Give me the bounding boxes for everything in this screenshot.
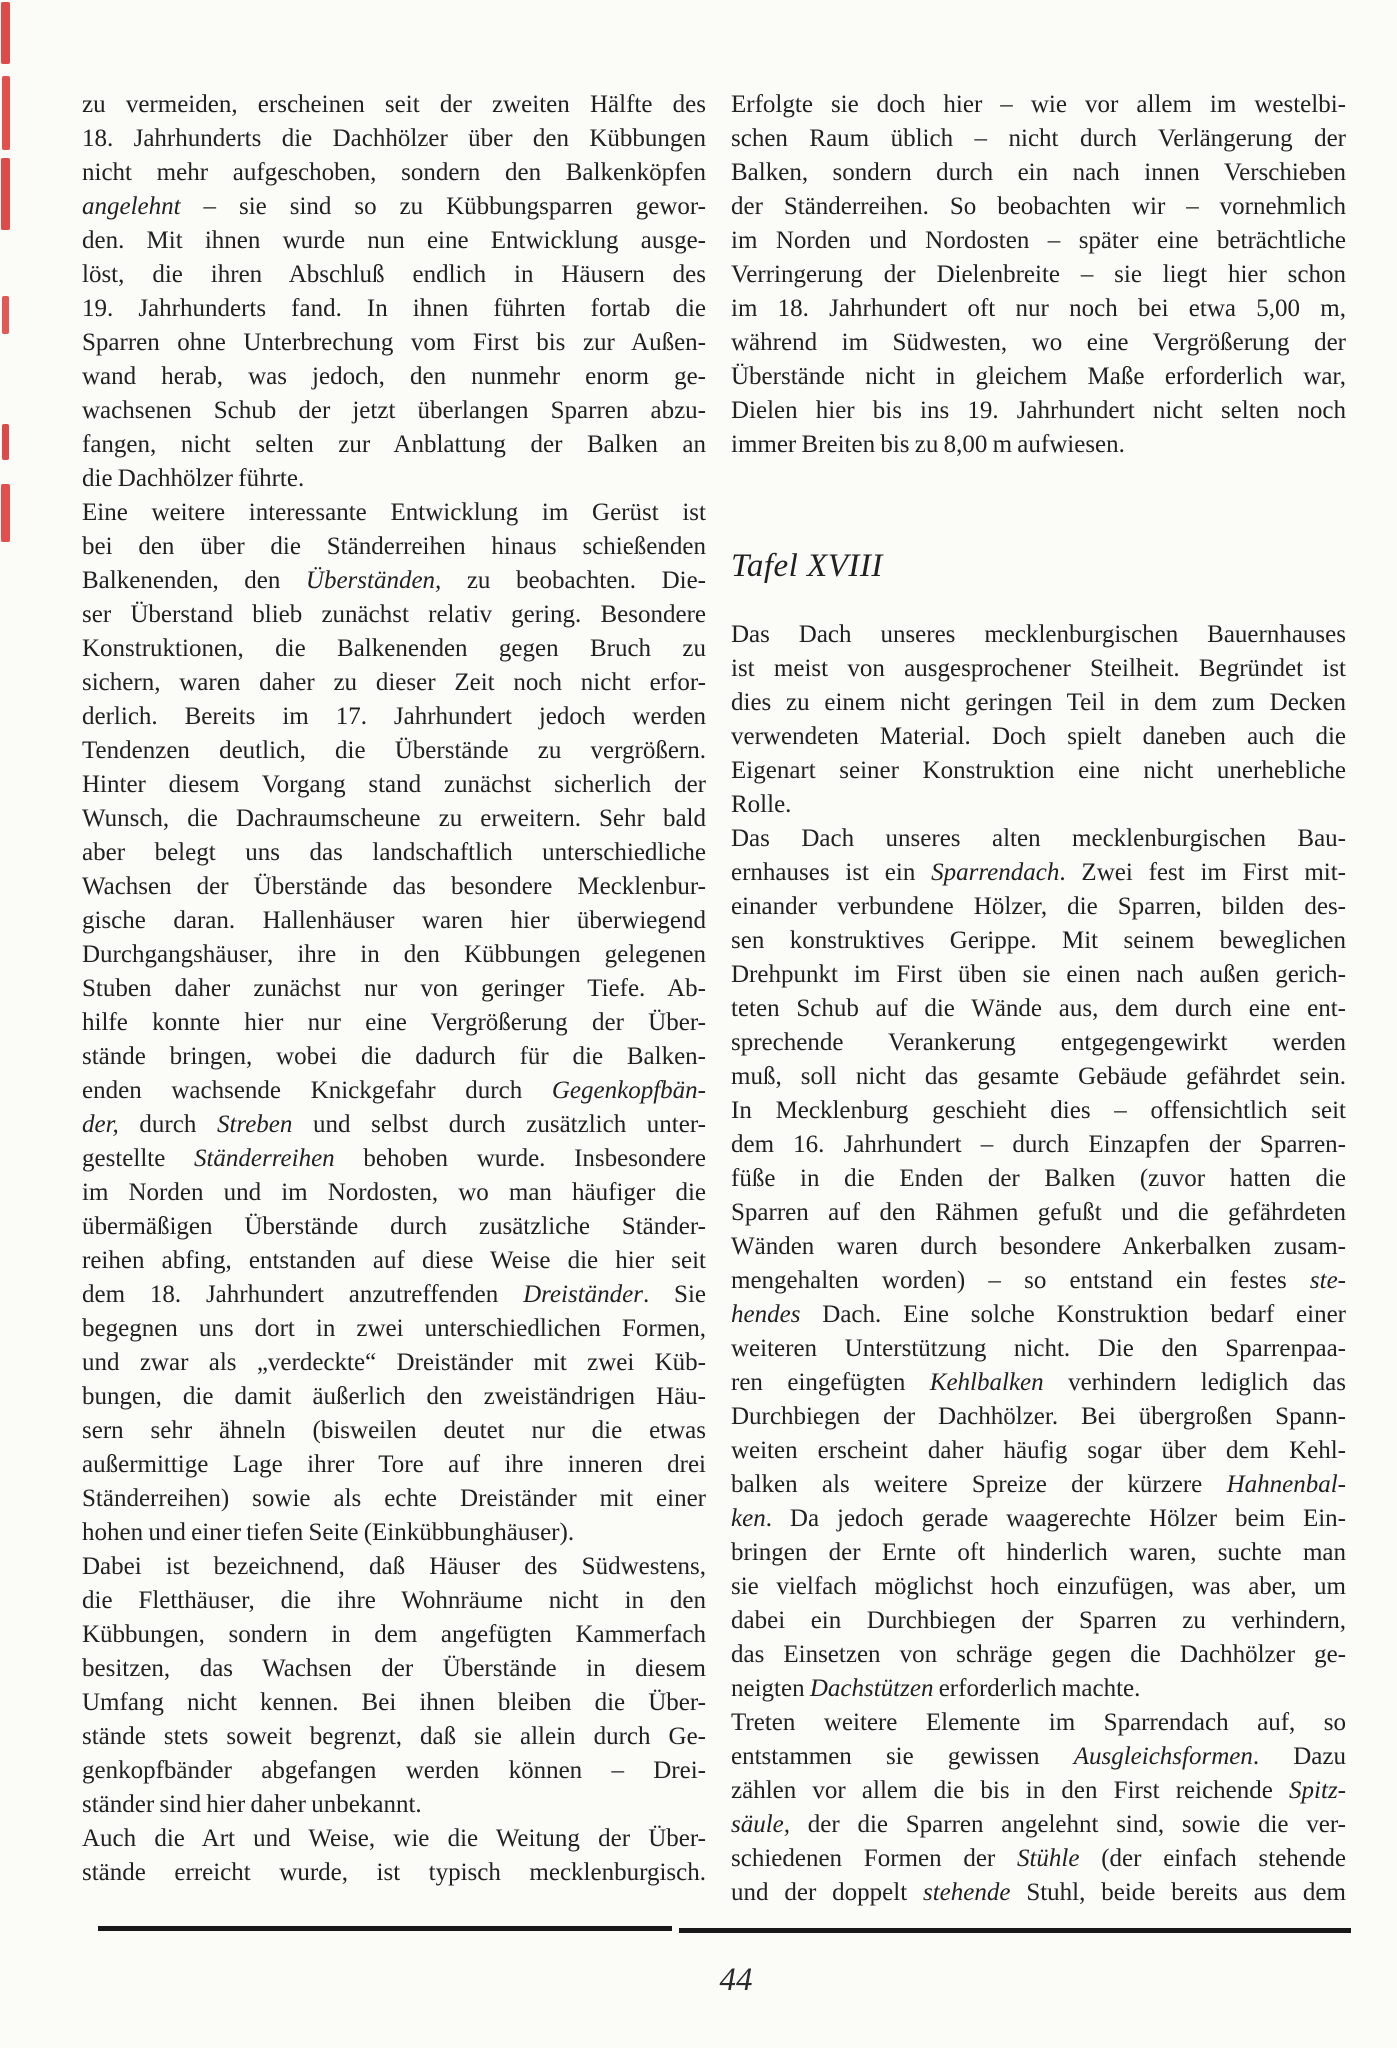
text-segment: . Zwei fest im First mit- bbox=[1059, 859, 1346, 886]
text-line bbox=[731, 1400, 1346, 1434]
text-segment: In Mecklenburg geschieht dies – offensichtlich seit bbox=[731, 1097, 1346, 1124]
text-line bbox=[82, 428, 706, 462]
text-segment: hohen und einer tiefen Seite (Einkübbunghäuser). bbox=[82, 1519, 575, 1546]
text-segment: genkopfbänder abgefangen werden können – Drei- bbox=[82, 1757, 706, 1784]
text-line bbox=[731, 1842, 1346, 1876]
text-segment: wand herab, was jedoch, den nunmehr enorm ge- bbox=[82, 363, 706, 390]
text-line bbox=[82, 1686, 706, 1720]
footer-rule-right bbox=[679, 1928, 1351, 1933]
text-line bbox=[731, 326, 1346, 360]
text-segment: im Norden und im Nordosten, wo man häufiger die bbox=[82, 1179, 706, 1206]
text-segment: die Dachhölzer führte. bbox=[82, 465, 305, 492]
text-segment: Stuben daher zunächst nur von geringer Tiefe. Ab- bbox=[82, 975, 706, 1002]
text-segment: Sparren auf den Rähmen gefußt und die gefährdeten bbox=[731, 1199, 1346, 1226]
text-line bbox=[731, 1366, 1346, 1400]
text-line bbox=[82, 1210, 706, 1244]
text-segment: Tendenzen deutlich, die Überstände zu vergrößern. bbox=[82, 737, 706, 764]
text-line bbox=[82, 972, 706, 1006]
text-segment: aber belegt uns das landschaftlich unterschiedliche bbox=[82, 839, 706, 866]
text-line bbox=[82, 564, 706, 598]
text-segment: Hinter diesem Vorgang stand zunächst sicherlich der bbox=[82, 771, 706, 798]
text-line bbox=[731, 190, 1346, 224]
italic-term: Hahnenbal- bbox=[1226, 1471, 1346, 1498]
text-line bbox=[731, 822, 1346, 856]
text-segment: löst, die ihren Abschluß endlich in Häusern des bbox=[82, 261, 706, 288]
text-line bbox=[82, 870, 706, 904]
text-segment: dies zu einem nicht geringen Teil in dem zum Decken bbox=[731, 689, 1346, 716]
text-segment: dabei ein Durchbiegen der Sparren zu verhindern, bbox=[731, 1607, 1346, 1634]
text-segment: teten Schub auf die Wände aus, dem durch eine ent- bbox=[731, 995, 1346, 1022]
text-line bbox=[82, 156, 706, 190]
text-segment: stände bringen, wobei die dadurch für die Balken- bbox=[82, 1043, 706, 1070]
text-line bbox=[731, 1264, 1346, 1298]
text-segment: enden wachsende Knickgefahr durch bbox=[82, 1077, 552, 1104]
text-segment: durch bbox=[118, 1111, 217, 1138]
text-line bbox=[82, 1006, 706, 1040]
text-line bbox=[82, 496, 706, 530]
text-line bbox=[731, 924, 1346, 958]
text-segment: ist meist von ausgesprochener Steilheit. Begründet ist bbox=[731, 655, 1346, 682]
red-edge-mark bbox=[1, 484, 10, 542]
text-segment: schen Raum üblich – nicht durch Verlängerung der bbox=[731, 125, 1346, 152]
text-segment: Treten weitere Elemente im Sparrendach auf, so bbox=[731, 1709, 1346, 1736]
text-line bbox=[731, 360, 1346, 394]
text-segment: dem 16. Jahrhundert – durch Einzapfen der Sparren- bbox=[731, 1131, 1346, 1158]
text-line bbox=[731, 1672, 1346, 1706]
italic-term: Überständen, bbox=[305, 567, 442, 594]
italic-term: angelehnt bbox=[82, 193, 181, 220]
text-line bbox=[82, 666, 706, 700]
italic-term: Ausgleichsformen bbox=[1073, 1743, 1253, 1770]
text-segment: stände erreicht wurde, ist typisch mecklenburgisch. bbox=[82, 1859, 706, 1886]
text-line bbox=[731, 1162, 1346, 1196]
text-line bbox=[731, 1434, 1346, 1468]
text-segment: dem 18. Jahrhundert anzutreffenden bbox=[82, 1281, 524, 1308]
text-line bbox=[82, 938, 706, 972]
text-line bbox=[82, 530, 706, 564]
text-segment: Drehpunkt im First üben sie einen nach außen gerich- bbox=[731, 961, 1346, 988]
text-segment: wachsenen Schub der jetzt überlangen Sparren abzu- bbox=[82, 397, 706, 424]
text-segment: sie vielfach möglichst hoch einzufügen, was aber, um bbox=[731, 1573, 1346, 1600]
italic-term: Spitz- bbox=[1289, 1777, 1346, 1804]
italic-term: stehende bbox=[923, 1879, 1011, 1906]
text-line bbox=[731, 652, 1346, 686]
text-segment: neigten bbox=[731, 1675, 810, 1702]
text-segment: den. Mit ihnen wurde nun eine Entwicklung ausge- bbox=[82, 227, 706, 254]
paragraph bbox=[82, 496, 706, 1550]
text-line bbox=[82, 1754, 706, 1788]
text-line bbox=[82, 1312, 706, 1346]
text-segment: muß, soll nicht das gesamte Gebäude gefährdet sein. bbox=[731, 1063, 1346, 1090]
text-segment: und selbst durch zusätzlich unter- bbox=[292, 1111, 707, 1138]
text-segment: sen konstruktives Gerippe. Mit seinem beweglichen bbox=[731, 927, 1346, 954]
text-line bbox=[731, 1570, 1346, 1604]
text-segment: . Da jedoch gerade waagerechte Hölzer beim Ein- bbox=[765, 1505, 1346, 1532]
red-edge-mark bbox=[2, 76, 10, 150]
page-number: 44 bbox=[719, 1962, 753, 1998]
text-segment: Durchgangshäuser, ihre in den Kübbungen gelegenen bbox=[82, 941, 706, 968]
text-segment: Wunsch, die Dachraumscheune zu erweitern. Sehr bald bbox=[82, 805, 706, 832]
italic-term: ste- bbox=[1309, 1267, 1346, 1294]
text-line bbox=[731, 754, 1346, 788]
paragraph bbox=[731, 822, 1346, 1706]
text-segment: ständer sind hier daher unbekannt. bbox=[82, 1791, 422, 1818]
text-segment: entstammen sie gewissen bbox=[731, 1743, 1074, 1770]
text-segment: Dach. Eine solche Konstruktion bedarf einer bbox=[800, 1301, 1346, 1328]
text-segment: Balken, sondern durch ein nach innen Verschieben bbox=[731, 159, 1346, 186]
text-line bbox=[731, 1060, 1346, 1094]
text-segment: Konstruktionen, die Balkenenden gegen Bruch zu bbox=[82, 635, 706, 662]
text-segment: erforderlich machte. bbox=[933, 1675, 1141, 1702]
text-line bbox=[731, 1298, 1346, 1332]
red-edge-mark bbox=[1, 2, 10, 64]
text-segment: Das Dach unseres alten mecklenburgischen Bau- bbox=[731, 825, 1346, 852]
red-edge-mark bbox=[1, 158, 10, 230]
text-line bbox=[82, 1142, 706, 1176]
text-segment: nicht mehr aufgeschoben, sondern den Balkenköpfen bbox=[82, 159, 706, 186]
text-line bbox=[82, 1618, 706, 1652]
text-segment: bringen der Ernte oft hinderlich waren, suchte man bbox=[731, 1539, 1346, 1566]
paragraph bbox=[82, 1550, 706, 1822]
text-segment: Das Dach unseres mecklenburgischen Bauernhauses bbox=[731, 621, 1346, 648]
text-line bbox=[82, 734, 706, 768]
text-line bbox=[82, 1278, 706, 1312]
text-segment: verwendeten Material. Doch spielt daneben auch die bbox=[731, 723, 1346, 750]
text-line bbox=[731, 1808, 1346, 1842]
text-line bbox=[82, 1414, 706, 1448]
text-line bbox=[82, 224, 706, 258]
text-segment: Wänden waren durch besondere Ankerbalken zusam- bbox=[731, 1233, 1346, 1260]
text-segment: ser Überstand blieb zunächst relativ gering. Besondere bbox=[82, 601, 706, 628]
text-segment: Dielen hier bis ins 19. Jahrhundert nicht selten noch bbox=[731, 397, 1346, 424]
text-line bbox=[82, 768, 706, 802]
text-line bbox=[82, 598, 706, 632]
text-segment: stände stets soweit begrenzt, daß sie allein durch Ge- bbox=[82, 1723, 706, 1750]
text-segment: Umfang nicht kennen. Bei ihnen bleiben die Über- bbox=[82, 1689, 706, 1716]
text-segment: 18. Jahrhunderts die Dachhölzer über den Kübbungen bbox=[82, 125, 706, 152]
text-line bbox=[82, 394, 706, 428]
text-line bbox=[731, 88, 1346, 122]
text-line bbox=[731, 156, 1346, 190]
text-line bbox=[82, 122, 706, 156]
section-heading: Tafel XVIII bbox=[731, 548, 883, 584]
text-segment: Durchbiegen der Dachhölzer. Bei übergroßen Spann- bbox=[731, 1403, 1346, 1430]
text-segment: – sie sind so zu Kübbungsparren gewor- bbox=[180, 193, 706, 220]
text-segment: Ständerreihen) sowie als echte Dreiständer mit einer bbox=[82, 1485, 706, 1512]
text-segment: sern sehr ähneln (bisweilen deutet nur die etwas bbox=[82, 1417, 706, 1444]
text-segment: und zwar als „verdeckte“ Dreiständer mit zwei Küb- bbox=[82, 1349, 706, 1376]
paragraph bbox=[731, 618, 1346, 822]
text-line bbox=[82, 802, 706, 836]
text-segment: die Fletthäuser, die ihre Wohnräume nicht in den bbox=[82, 1587, 706, 1614]
text-line bbox=[731, 856, 1346, 890]
text-line bbox=[731, 258, 1346, 292]
footer-rule-left bbox=[98, 1926, 672, 1931]
text-segment: derlich. Bereits im 17. Jahrhundert jedoch werden bbox=[82, 703, 706, 730]
text-segment: Auch die Art und Weise, wie die Weitung der Über- bbox=[82, 1825, 706, 1852]
text-segment: sichern, waren daher zu dieser Zeit noch nicht erfor- bbox=[82, 669, 706, 696]
text-segment: das Einsetzen von schräge gegen die Dachhölzer ge- bbox=[731, 1641, 1346, 1668]
text-segment: 19. Jahrhunderts fand. In ihnen führten fortab die bbox=[82, 295, 706, 322]
text-line bbox=[82, 1380, 706, 1414]
text-line bbox=[82, 1108, 706, 1142]
italic-term: Sparrendach bbox=[931, 859, 1060, 886]
text-line bbox=[82, 292, 706, 326]
italic-term: Kehlbalken bbox=[929, 1369, 1044, 1396]
italic-term: Dachstützen bbox=[809, 1675, 934, 1702]
text-segment: der Ständerreihen. So beobachten wir – vornehmlich bbox=[731, 193, 1346, 220]
text-segment: Sparren ohne Unterbrechung vom First bis zur Außen- bbox=[82, 329, 706, 356]
text-line bbox=[731, 1026, 1346, 1060]
text-segment: weiteren Unterstützung nicht. Die den Sparrenpaa- bbox=[731, 1335, 1346, 1362]
paragraph bbox=[82, 88, 706, 496]
text-segment: behoben wurde. Insbesondere bbox=[334, 1145, 706, 1172]
red-edge-mark bbox=[2, 424, 9, 460]
text-line bbox=[731, 1332, 1346, 1366]
text-line bbox=[731, 1468, 1346, 1502]
text-segment: Stuhl, beide bereits aus dem bbox=[1010, 1879, 1346, 1906]
text-segment: füße in die Enden der Balken (zuvor hatten die bbox=[731, 1165, 1346, 1192]
text-column-right bbox=[731, 88, 1346, 1910]
text-line bbox=[82, 904, 706, 938]
text-line bbox=[731, 1094, 1346, 1128]
text-line bbox=[731, 394, 1346, 428]
paragraph bbox=[82, 1822, 706, 1890]
text-line bbox=[82, 836, 706, 870]
text-line bbox=[82, 326, 706, 360]
italic-term: der, bbox=[82, 1111, 119, 1138]
text-line bbox=[731, 788, 1346, 822]
text-segment: sprechende Verankerung entgegengewirkt werden bbox=[731, 1029, 1346, 1056]
text-line bbox=[82, 1720, 706, 1754]
paragraph bbox=[731, 1706, 1346, 1910]
text-line bbox=[731, 1128, 1346, 1162]
text-segment: der die Sparren angelehnt sind, sowie die ver- bbox=[790, 1811, 1346, 1838]
text-segment: hilfe konnte hier nur eine Vergrößerung der Über- bbox=[82, 1009, 706, 1036]
text-segment: besitzen, das Wachsen der Überstände in diesem bbox=[82, 1655, 706, 1682]
text-segment: zählen vor allem die bis in den First reichende bbox=[731, 1777, 1290, 1804]
text-segment: reihen abfing, entstanden auf diese Weise die hier seit bbox=[82, 1247, 706, 1274]
text-segment: ren eingefügten bbox=[731, 1369, 930, 1396]
text-segment: im 18. Jahrhundert oft nur noch bei etwa 5,00 m, bbox=[731, 295, 1346, 322]
text-segment: Verringerung der Dielenbreite – sie liegt hier schon bbox=[731, 261, 1346, 288]
text-segment: schiedenen Formen der bbox=[731, 1845, 1017, 1872]
text-line bbox=[731, 1740, 1346, 1774]
text-line bbox=[82, 190, 706, 224]
text-line bbox=[731, 224, 1346, 258]
italic-term: Ständerreihen bbox=[193, 1145, 335, 1172]
text-column-left bbox=[82, 88, 706, 1890]
text-line bbox=[731, 618, 1346, 652]
text-segment: Dabei ist bezeichnend, daß Häuser des Südwestens, bbox=[82, 1553, 706, 1580]
text-line bbox=[731, 1638, 1346, 1672]
text-line bbox=[82, 1856, 706, 1890]
italic-term: Gegenkopfbän- bbox=[551, 1077, 706, 1104]
text-segment: Eigenart seiner Konstruktion eine nicht unerhebliche bbox=[731, 757, 1346, 784]
text-line bbox=[731, 1196, 1346, 1230]
text-line bbox=[731, 686, 1346, 720]
text-segment: einander verbundene Hölzer, die Sparren, bilden des- bbox=[731, 893, 1346, 920]
text-segment: zu vermeiden, erscheinen seit der zweiten Hälfte des bbox=[82, 91, 706, 118]
text-line bbox=[82, 360, 706, 394]
text-segment: (der einfach stehende bbox=[1079, 1845, 1346, 1872]
text-line bbox=[82, 1074, 706, 1108]
text-line bbox=[731, 428, 1346, 462]
paragraph bbox=[731, 88, 1346, 462]
text-line bbox=[731, 890, 1346, 924]
text-segment: mengehalten worden) – so entstand ein festes bbox=[731, 1267, 1310, 1294]
text-line bbox=[731, 1536, 1346, 1570]
text-segment: begegnen uns dort in zwei unterschiedlichen Formen, bbox=[82, 1315, 706, 1342]
text-line bbox=[82, 632, 706, 666]
text-line bbox=[731, 122, 1346, 156]
text-segment: und der doppelt bbox=[731, 1879, 923, 1906]
italic-term: Dreiständer bbox=[523, 1281, 643, 1308]
italic-term: Streben bbox=[216, 1111, 293, 1138]
text-segment: außermittige Lage ihrer Tore auf ihre inneren drei bbox=[82, 1451, 706, 1478]
text-line bbox=[82, 1584, 706, 1618]
italic-term: Stühle bbox=[1016, 1845, 1080, 1872]
text-line bbox=[731, 1876, 1346, 1910]
text-line bbox=[82, 88, 706, 122]
text-segment: gestellte bbox=[82, 1145, 194, 1172]
text-segment: . Dazu bbox=[1252, 1743, 1346, 1770]
text-segment: gische daran. Hallenhäuser waren hier überwiegend bbox=[82, 907, 706, 934]
text-line bbox=[82, 1788, 706, 1822]
text-line bbox=[82, 1176, 706, 1210]
text-segment: zu beobachten. Die- bbox=[441, 567, 706, 594]
text-line bbox=[731, 1774, 1346, 1808]
text-line bbox=[731, 958, 1346, 992]
italic-term: säule, bbox=[731, 1811, 791, 1838]
text-segment: fangen, nicht selten zur Anblattung der Balken an bbox=[82, 431, 706, 458]
text-segment: bei den über die Ständerreihen hinaus schießenden bbox=[82, 533, 706, 560]
text-line bbox=[82, 700, 706, 734]
text-line bbox=[82, 1822, 706, 1856]
text-segment: Überstände nicht in gleichem Maße erforderlich war, bbox=[731, 363, 1346, 390]
text-line bbox=[731, 1604, 1346, 1638]
red-edge-mark bbox=[2, 296, 9, 334]
text-segment: verhindern lediglich das bbox=[1043, 1369, 1346, 1396]
text-segment: balken als weitere Spreize der kürzere bbox=[731, 1471, 1227, 1498]
text-line bbox=[731, 292, 1346, 326]
text-segment: Erfolgte sie doch hier – wie vor allem im westelbi- bbox=[731, 91, 1346, 118]
text-line bbox=[82, 1550, 706, 1584]
text-segment: weiten erscheint daher häufig sogar über dem Kehl- bbox=[731, 1437, 1346, 1464]
text-segment: . Sie bbox=[642, 1281, 706, 1308]
text-line bbox=[731, 720, 1346, 754]
text-line bbox=[731, 1706, 1346, 1740]
text-line bbox=[731, 992, 1346, 1026]
text-segment: im Norden und Nordosten – später eine beträchtliche bbox=[731, 227, 1346, 254]
text-line bbox=[82, 1652, 706, 1686]
text-line bbox=[82, 1346, 706, 1380]
text-line bbox=[82, 462, 706, 496]
text-segment: Balkenenden, den bbox=[82, 567, 306, 594]
text-segment: Kübbungen, sondern in dem angefügten Kammerfach bbox=[82, 1621, 706, 1648]
text-segment: während im Südwesten, wo eine Vergrößerung der bbox=[731, 329, 1346, 356]
text-line bbox=[82, 1516, 706, 1550]
text-line bbox=[82, 1482, 706, 1516]
text-line bbox=[82, 1244, 706, 1278]
italic-term: hendes bbox=[731, 1301, 801, 1328]
text-segment: Eine weitere interessante Entwicklung im Gerüst ist bbox=[82, 499, 706, 526]
text-line bbox=[731, 1502, 1346, 1536]
text-segment: ernhauses ist ein bbox=[731, 859, 932, 886]
text-line bbox=[731, 1230, 1346, 1264]
text-segment: übermäßigen Überstände durch zusätzliche Ständer- bbox=[82, 1213, 706, 1240]
text-segment: immer Breiten bis zu 8,00 m aufwiesen. bbox=[731, 431, 1125, 458]
text-segment: Rolle. bbox=[731, 791, 792, 818]
text-line bbox=[82, 1040, 706, 1074]
text-line bbox=[82, 1448, 706, 1482]
text-segment: Wachsen der Überstände das besondere Mecklenbur- bbox=[82, 873, 706, 900]
text-line bbox=[82, 258, 706, 292]
text-segment: bungen, die damit äußerlich den zweiständrigen Häu- bbox=[82, 1383, 706, 1410]
italic-term: ken bbox=[731, 1505, 766, 1532]
